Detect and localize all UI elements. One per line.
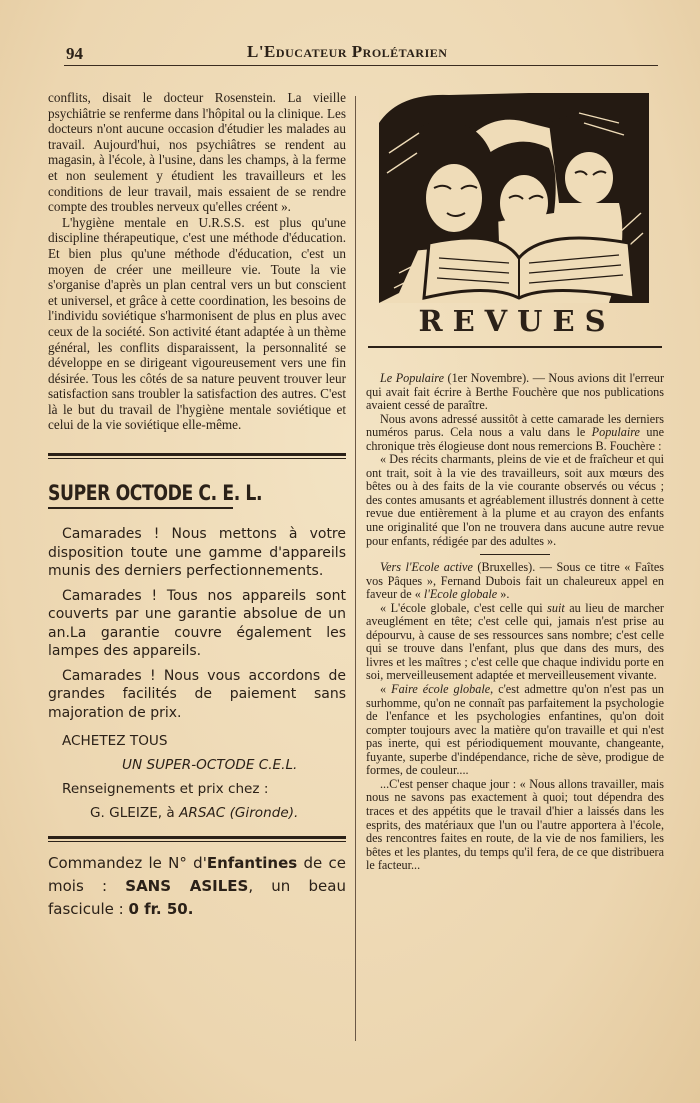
left-column — [48, 90, 346, 921]
review-text: — Sous ce titre « Faîtes vos Pâques », Fernand Dubois fait un chaleureux appel en faveur de « — [366, 560, 664, 602]
review-text: , c'est admettre qu'on n'est pas un surhomme, qu'on ne connaît pas parfaitement la psychologie de l'enfance et les psychologies enfantines, qu'on doit compter toujours avec la matière qu'on travaille et qui n'est pas inerte, qui est périodiquement mouvante, changeante, fuyante, superbe d'indépendance, riche de sève, prodigue de formes, de couleur.... — [366, 682, 665, 778]
ad2-bold: SANS ASILES — [125, 877, 249, 896]
ad-title: SUPER OCTODE C. E. L. — [48, 481, 263, 506]
woodcut-illustration — [379, 93, 649, 303]
section-rule — [368, 346, 662, 348]
review-paragraph — [366, 683, 664, 778]
section-rule — [48, 453, 346, 456]
ad-product-line: UN SUPER-OCTODE C.E.L. — [122, 757, 298, 774]
review-paragraph — [366, 602, 664, 683]
review-text: « — [380, 682, 392, 697]
review-paragraph — [366, 372, 664, 413]
review-date: (1er Novembre). — [447, 371, 530, 385]
review-italic: l'Ecole globale — [423, 587, 498, 602]
article-paragraph: conflits, disait le docteur Rosenstein. La vieille psychiâtrie se renferme dans l'hôpital ou la clinique. Les docteurs n'ont aucune occasion d'étudier les malades au travail. Aujourd'hui, nos psychiâtres se rendent au magasin, à l'école, à l'usine, dans les champs, à la ferme et non seulement y étudient les travailleurs et les conditions de leur travail, mais essaient de se rendre compte des troubles nerveux qu'elles créent ». — [48, 90, 346, 215]
page-header — [48, 38, 658, 66]
section-rule — [48, 836, 346, 839]
ad-call-to-action: ACHETEZ TOUS — [62, 733, 168, 750]
enfantines-ad — [48, 852, 346, 921]
review-text: Nous avons adressé aussitôt à cette camarade les derniers numéros parus. Cela nous a valu dans le — [366, 411, 664, 440]
review-italic: Faire école globale — [391, 682, 491, 697]
short-rule — [480, 554, 550, 555]
review-text: ». — [497, 587, 510, 602]
address-place: ARSAC — [179, 805, 226, 822]
review-paragraph: ...C'est penser chaque jour : « Nous allons travailler, mais nous ne savons pas exactement à quoi; tout dépendra des traces et des appétits que le travail d'hier a laissés dans les esprits, des matériaux que l'un ou l'autre apportera à l'école, des rencontres faites en route, de la vie de nos familiers, les bêtes et les plantes, du temps qu'il fera, de ce que distribuera le facteur... — [366, 776, 664, 873]
ad2-text: Commandez le N° d' — [48, 854, 207, 873]
ad2-bold: Enfantines — [206, 854, 298, 873]
review-paragraph — [366, 413, 664, 454]
review-quote: « Des récits charmants, pleins de vie et de fraîcheur et qui ont trait, soit à la vie des travailleurs, soit aux mœurs des bêtes ou à des faits de la vie courante observés ou vécus ; des contes amusants et agréablement illustrés donnent à cette revue due entièrement à la plume et au crayon des enfants une originalité que l'on ne trouvera dans aucune autre revue pour enfants, rédigée par des adultes ». — [366, 452, 664, 548]
review-source: Vers l'Ecole active — [380, 560, 473, 575]
article-paragraph: L'hygiène mentale en U.R.S.S. est plus qu'une discipline thérapeutique, c'est une méthode d'éducation. Et bien plus qu'une méthode d'éducation, c'est un moyen de créer une meilleure vie. Toute la vie s'organise d'après un plan central vers un but conscient et universel, et grâce à cette coordination, les besoins de l'individu soviétique s'harmonisent de plus en plus avec ceux de la société. Son activité étant adaptée à un thème général, les conflits disparaissent, la personnalité se développe en se dirigeant vigoureusement vers une fin désirée. Tous les côtés de sa nature peuvent trouver leur satisfaction sans troubler la satisfaction des autres. C'est là le but du travail de l'hygiène mentale soviétique et celui de la vie soviétique elle-même. — [48, 214, 346, 433]
page-number: 94 — [66, 44, 83, 63]
ad-info: Renseignements et prix chez : — [62, 781, 269, 798]
review-text: une chronique très élogieuse dont nous remercions B. Fouchère : — [366, 425, 664, 453]
right-column — [366, 372, 664, 873]
review-italic: Populaire — [591, 425, 640, 440]
review-text: au lieu de marcher aveuglément en tête; c'est celle qui, jamais n'est prise au dépourvu, à cause de ses ressources sans nombre; c'est celle qui se trouve dans l'enfant, plus que dans des murs, des livres et les maîtres ; c'est celle que chaque individu porte en soi, merveilleusement adaptée et merveilleusement vivante. — [366, 600, 664, 683]
ad2-text: de ce mois : — [48, 854, 347, 896]
ad-paragraph: Camarades ! Nous mettons à votre disposition toute une gamme d'appareils munis des derniers perfectionnements. — [48, 526, 346, 580]
address-name: G. GLEIZE, à — [90, 805, 180, 822]
ad-paragraph: Camarades ! Nous vous accordons de grandes facilités de paiement sans majoration de prix. — [48, 667, 346, 721]
column-divider — [355, 96, 356, 1041]
review-text: — Nous avions dit l'erreur qui avait fait écrire à Berthe Fouchère que nos publications avaient cessé de paraître. — [366, 371, 665, 413]
header-rule — [64, 65, 658, 66]
review-paragraph — [366, 561, 664, 602]
ad2-bold: 0 fr. 50. — [128, 900, 194, 919]
review-source: Le Populaire — [380, 371, 444, 385]
review-place: (Bruxelles). — [472, 560, 536, 575]
section-title-revues: REVUES — [418, 304, 616, 338]
address-region: (Gironde). — [229, 805, 299, 822]
ad-address — [48, 804, 346, 822]
review-text: « L'école globale, c'est celle qui — [380, 600, 548, 615]
journal-title: L'Educateur Prolétarien — [247, 42, 448, 61]
review-italic: suit — [547, 600, 565, 615]
ad2-text: , un beau fascicule : — [48, 877, 346, 919]
ad-paragraph: Camarades ! Tous nos appareils sont couverts par une garantie absolue de un an.La garantie couvre également les lampes des appareils. — [48, 587, 346, 660]
